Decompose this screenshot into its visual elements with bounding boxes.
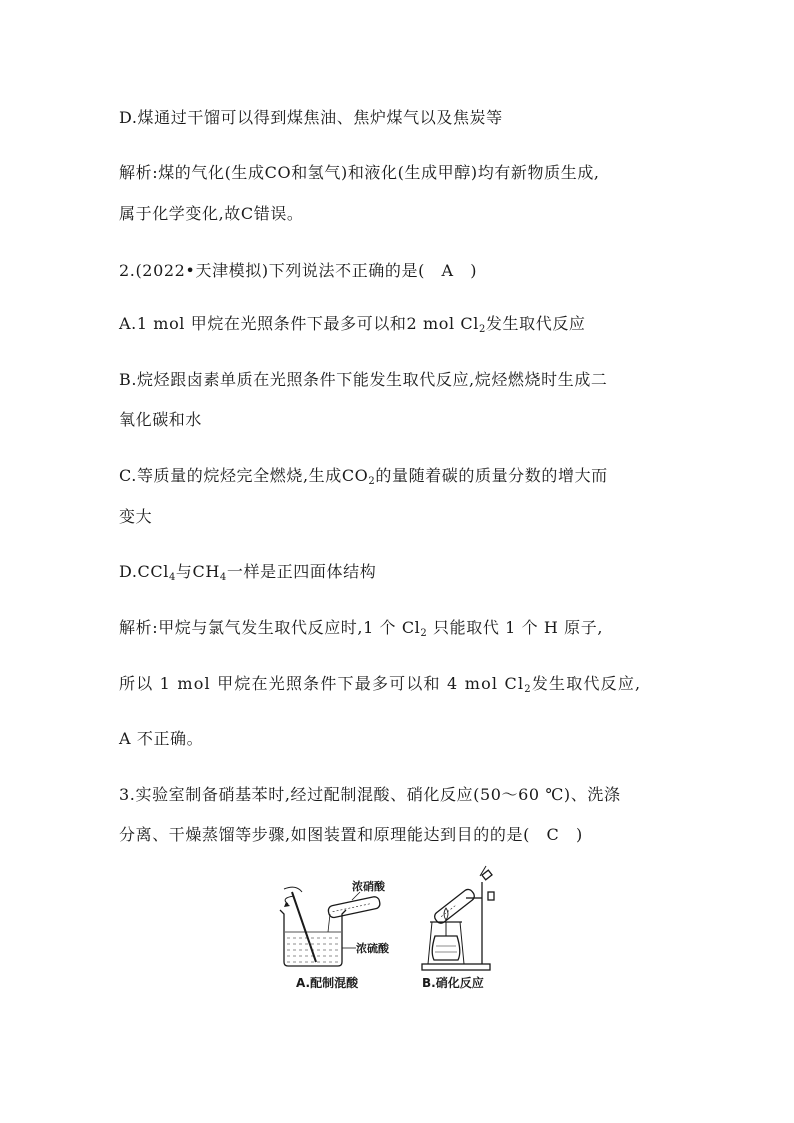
q2-analysis-1-text: 解析:甲烷与氯气发生取代反应时,1 个 Cl	[119, 618, 421, 637]
glass-rod	[292, 892, 316, 962]
caption-a: A.配制混酸	[296, 976, 359, 990]
q2-option-d-mid: 与CH	[175, 562, 220, 581]
q2-option-a-text: A.1 mol 甲烷在光照条件下最多可以和2 mol Cl	[119, 314, 479, 333]
q2-analysis-1-subscript: 2	[420, 628, 428, 639]
q2-analysis-line-2	[119, 673, 641, 695]
q2-analysis-line-3: A 不正确。	[119, 729, 204, 748]
q2-analysis-1-tail: 只能取代 1 个 H 原子,	[427, 618, 604, 637]
reaction-tube	[433, 887, 477, 925]
q2-option-d-subscript-1: 4	[168, 572, 176, 583]
q2-option-d-subscript-2: 4	[219, 572, 227, 583]
q2-option-c-subscript: 2	[368, 476, 376, 487]
q3-stem-line-1: 3.实验室制备硝基苯时,经过配制混酸、硝化反应(50～60 ℃)、洗涤	[119, 785, 621, 804]
pour-stream	[328, 914, 330, 932]
q2-option-d	[119, 561, 376, 583]
apparatus-drawing	[270, 862, 510, 992]
q2-option-d-text: D.CCl	[119, 562, 169, 581]
q2-analysis-2-text: 所以 1 mol 甲烷在光照条件下最多可以和 4 mol Cl	[119, 674, 525, 693]
q2-stem: 2.(2022•天津模拟)下列说法不正确的是( A )	[119, 261, 478, 280]
label-concentrated-nitric-acid: 浓硝酸	[352, 880, 385, 893]
q2-analysis-line-1	[119, 617, 603, 639]
q2-option-c-line-1	[119, 465, 608, 487]
q1-analysis-line-1: 解析:煤的气化(生成CO和氢气)和液化(生成甲醇)均有新物质生成,	[119, 163, 600, 182]
q2-option-a	[119, 313, 586, 335]
q2-option-c-line-2: 变大	[119, 507, 153, 526]
nitration-apparatus	[422, 866, 494, 970]
q2-option-b-line-1: B.烷烃跟卤素单质在光照条件下能发生取代反应,烷烃燃烧时生成二	[119, 370, 608, 389]
label-concentrated-sulfuric-acid: 浓硫酸	[356, 942, 389, 955]
q2-option-c-text: C.等质量的烷烃完全燃烧,生成CO	[119, 466, 369, 485]
q2-option-c-tail: 的量随着碳的质量分数的增大而	[375, 466, 608, 485]
q1-analysis-line-2: 属于化学变化,故C错误。	[119, 204, 304, 223]
liquid-dashes	[287, 938, 339, 962]
stand-base	[422, 964, 490, 970]
q2-analysis-2-subscript: 2	[524, 684, 532, 695]
q2-option-d-tail: 一样是正四面体结构	[226, 562, 377, 581]
q1-option-d: D.煤通过干馏可以得到煤焦油、焦炉煤气以及焦炭等	[119, 108, 503, 127]
caption-b: B.硝化反应	[422, 976, 484, 990]
apparatus-figure	[270, 862, 510, 992]
q3-stem-line-2: 分离、干燥蒸馏等步骤,如图装置和原理能达到目的的是( C )	[119, 825, 583, 844]
q2-option-a-tail: 发生取代反应	[485, 314, 586, 333]
test-tube	[327, 896, 380, 919]
q2-option-a-subscript: 2	[478, 324, 486, 335]
q2-analysis-2-tail: 发生取代反应,	[531, 674, 642, 693]
alcohol-lamp	[432, 936, 460, 960]
q2-option-b-line-2: 氧化碳和水	[119, 410, 203, 429]
